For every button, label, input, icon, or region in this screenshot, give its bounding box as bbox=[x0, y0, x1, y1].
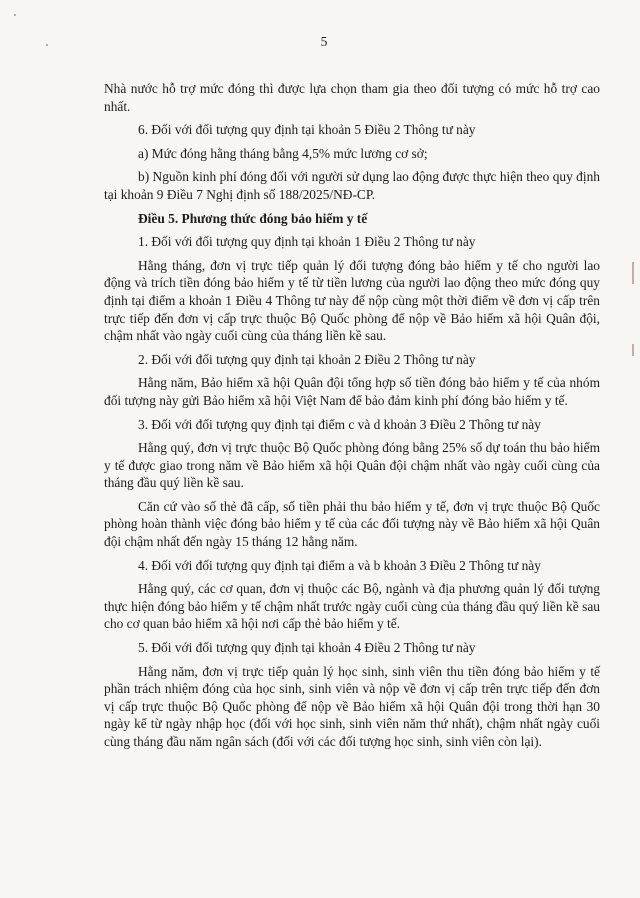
paragraph: Nhà nước hỗ trợ mức đóng thì được lựa chọn tham gia theo đối tượng có mức hỗ trợ cao nhất. bbox=[104, 81, 600, 114]
paragraph: Căn cứ vào số thẻ đã cấp, số tiền phải thu bảo hiểm y tế, đơn vị trực thuộc Bộ Quốc phòng hoàn thành việc đóng bảo hiểm y tế của các đối tượng này về Bảo hiểm xã hội Quân đội chậm nhất đến ngày 15 tháng 12 hằng năm. bbox=[104, 498, 600, 550]
document-body bbox=[104, 80, 600, 751]
margin-mark bbox=[632, 344, 634, 356]
paragraph: 2. Đối với đối tượng quy định tại khoản 2 Điều 2 Thông tư này bbox=[138, 351, 476, 367]
page-number: 5 bbox=[320, 34, 328, 49]
scan-speck bbox=[14, 14, 16, 16]
paragraph: Hằng quý, đơn vị trực thuộc Bộ Quốc phòng đóng bằng 25% số dự toán thu bảo hiểm y tế được giao trong năm về Bảo hiểm xã hội Quân đội chậm nhất vào ngày cuối cùng của tháng đầu quý liền kề sau. bbox=[104, 440, 600, 491]
article-heading: Điều 5. Phương thức đóng bảo hiểm y tế bbox=[138, 210, 368, 226]
paragraph: Hằng năm, Bảo hiểm xã hội Quân đội tổng hợp số tiền đóng bảo hiểm y tế của nhóm đối tượng này gửi Bảo hiểm xã hội Việt Nam để bảo đảm kinh phí đóng bảo hiểm y tế. bbox=[104, 375, 600, 408]
paragraph: 3. Đối với đối tượng quy định tại điểm c và d khoản 3 Điều 2 Thông tư này bbox=[138, 416, 541, 432]
paragraph: 5. Đối với đối tượng quy định tại khoản 4 Điều 2 Thông tư này bbox=[138, 640, 476, 656]
paragraph: 6. Đối với đối tượng quy định tại khoản 5 Điều 2 Thông tư này bbox=[138, 122, 476, 138]
scan-speck bbox=[46, 44, 48, 46]
paragraph: 1. Đối với đối tượng quy định tại khoản 1 Điều 2 Thông tư này bbox=[138, 234, 476, 250]
paragraph: a) Mức đóng hằng tháng bằng 4,5% mức lương cơ sở; bbox=[138, 145, 428, 161]
paragraph: 4. Đối với đối tượng quy định tại điểm a và b khoản 3 Điều 2 Thông tư này bbox=[138, 557, 541, 573]
paragraph: Hằng năm, đơn vị trực tiếp quản lý học sinh, sinh viên thu tiền đóng bảo hiểm y tế phần trách nhiệm đóng của học sinh, sinh viên và nộp về đơn vị cấp trên trực tiếp đến đơn vị cấp trực thuộc Bộ Quốc phòng để nộp về Bảo hiểm xã hội Quân đội trong thời hạn 30 ngày kể từ ngày nhập học (đối với học sinh, sinh viên năm thứ nhất), chậm nhất ngày cuối cùng tháng đầu năm ngân sách (đối với các đối tượng học sinh, sinh viên còn lại). bbox=[104, 663, 600, 749]
margin-mark bbox=[632, 262, 634, 284]
paragraph: Hằng tháng, đơn vị trực tiếp quản lý đối tượng đóng bảo hiểm y tế cho người lao động và trích tiền đóng bảo hiểm y tế từ tiền lương của người lao động theo mức đóng quy định tại điểm a khoản 1 Điều 4 Thông tư này để nộp cùng một thời điểm về đơn vị cấp trên trực tiếp đến đơn vị cấp trực thuộc Bộ Quốc phòng để nộp về Bảo hiểm xã hội Quân đội, chậm nhất vào ngày cuối cùng của tháng liền kề sau. bbox=[104, 257, 600, 344]
paragraph: b) Nguồn kinh phí đóng đối với người sử dụng lao động được thực hiện theo quy định tại khoản 9 Điều 7 Nghị định số 188/2025/NĐ-CP. bbox=[104, 169, 600, 202]
paragraph: Hằng quý, các cơ quan, đơn vị thuộc các Bộ, ngành và địa phương quản lý đối tượng thực hiện đóng bảo hiểm y tế chậm nhất trước ngày cuối cùng của tháng đầu quý liền kề sau cho cơ quan bảo hiểm xã hội nơi cấp thẻ bảo hiểm y tế. bbox=[104, 581, 600, 632]
